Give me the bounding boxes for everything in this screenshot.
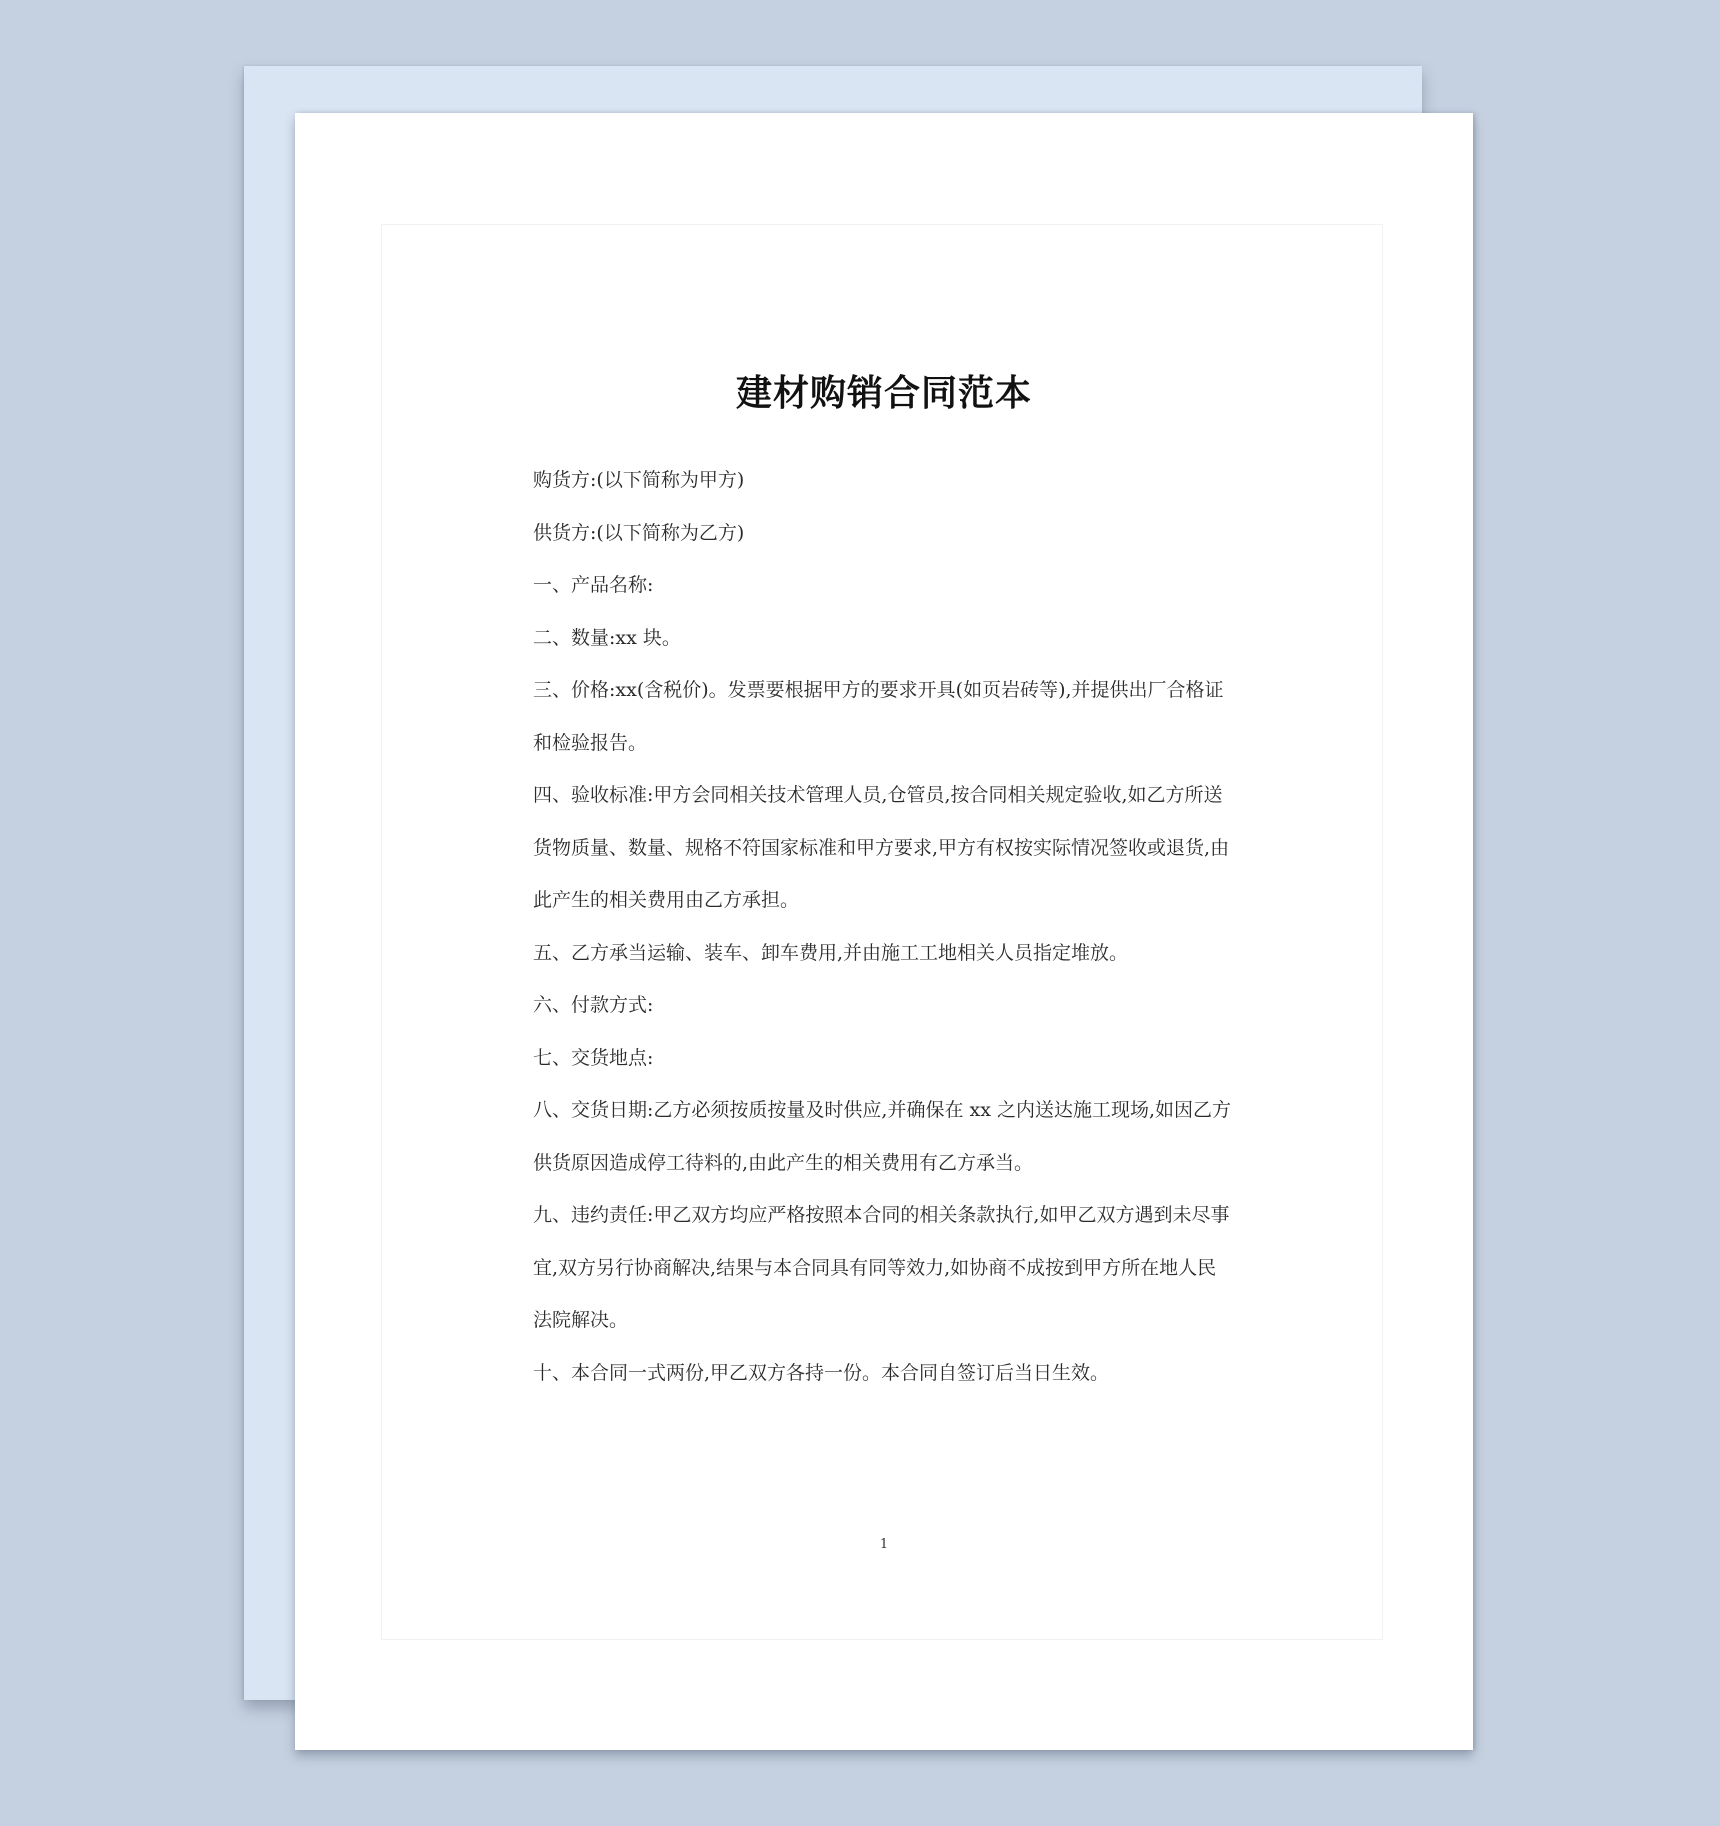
paragraph-delivery-date: 八、交货日期:乙方必须按质按量及时供应,并确保在 xx 之内送达施工现场,如因乙方供货原因造成停工待料的,由此产生的相关费用有乙方承当。	[533, 1099, 1231, 1174]
paragraph-price: 三、价格:xx(含税价)。发票要根据甲方的要求开具(如页岩砖等),并提供出厂合格证和检验报告。	[533, 679, 1224, 754]
paragraph-quantity: 二、数量:xx 块。	[533, 626, 681, 649]
paragraph-buyer: 购货方:(以下简称为甲方)	[533, 469, 745, 491]
paragraph-supplier: 供货方:(以下简称为乙方)	[533, 521, 745, 544]
paragraph-copies: 十、本合同一式两份,甲乙双方各持一份。本合同自签订后当日生效。	[533, 1361, 1110, 1384]
front-page-sheet	[295, 113, 1473, 1750]
document-body	[533, 454, 1233, 1399]
paragraph-payment: 六、付款方式:	[533, 994, 654, 1016]
document-title: 建材购销合同范本	[735, 373, 1032, 414]
paragraph-liability: 九、违约责任:甲乙双方均应严格按照本合同的相关条款执行,如甲乙双方遇到未尽事宜,双方另行协商解决,结果与本合同具有同等效力,如协商不成按到甲方所在地人民法院解决。	[533, 1204, 1230, 1331]
paragraph-product-name: 一、产品名称:	[533, 574, 654, 596]
paragraph-transport: 五、乙方承当运输、装车、卸车费用,并由施工工地相关人员指定堆放。	[533, 941, 1129, 964]
paragraph-acceptance: 四、验收标准:甲方会同相关技术管理人员,仓管员,按合同相关规定验收,如乙方所送货物质量、数量、规格不符国家标准和甲方要求,甲方有权按实际情况签收或退货,由此产生的相关费用由乙方承担。	[533, 784, 1230, 911]
paragraph-delivery-place: 七、交货地点:	[533, 1046, 654, 1069]
page-number: 1	[879, 1537, 889, 1552]
